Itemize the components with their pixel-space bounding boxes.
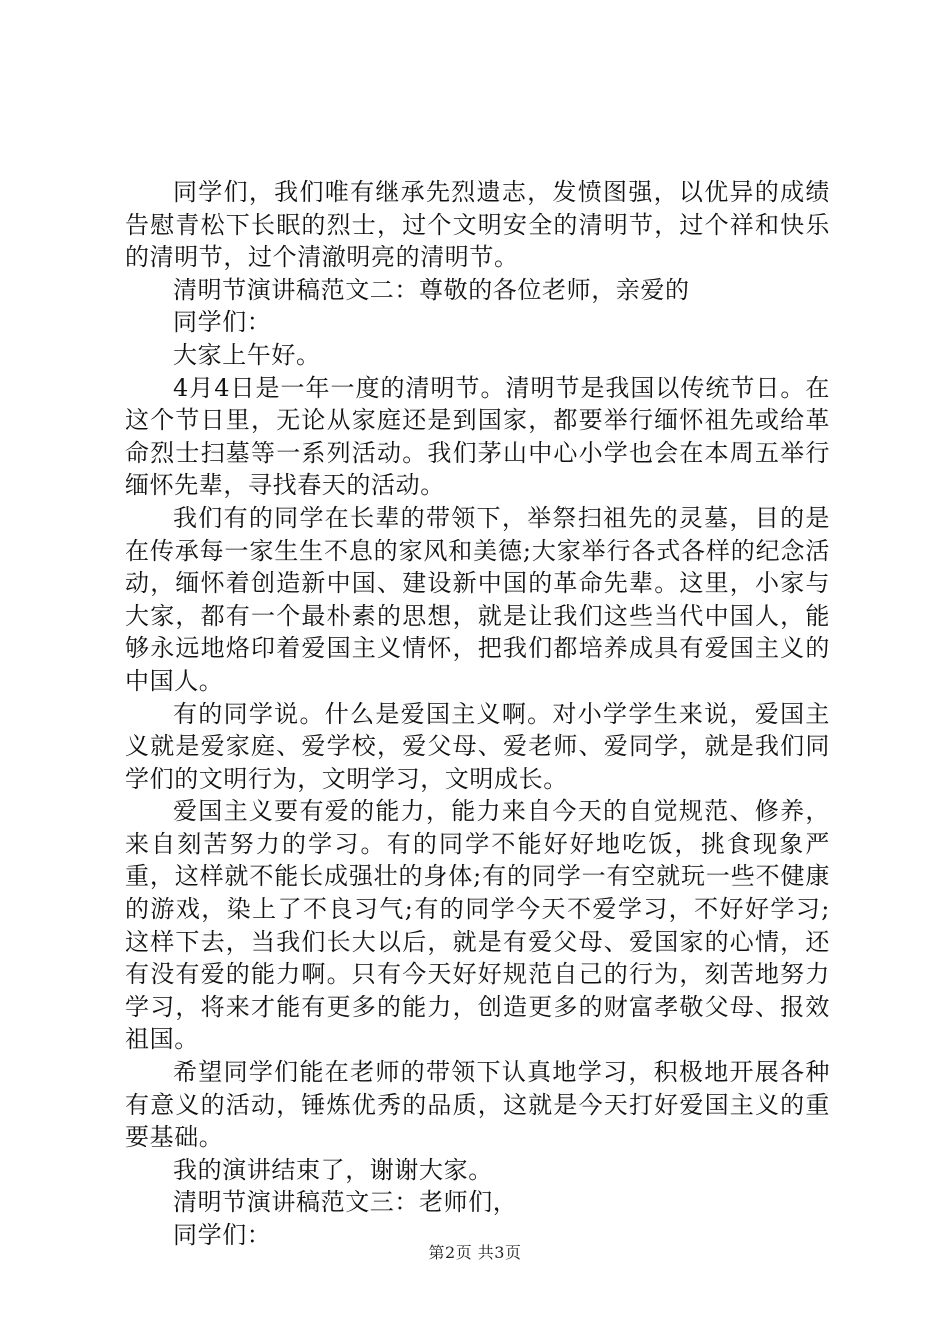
paragraph-salutation-students-2: 同学们： [173,1221,272,1249]
document-body [125,176,830,1252]
paragraph-closing-first-speech: 同学们，我们唯有继承先烈遗志，发愤图强，以优异的成绩告慰青松下长眠的烈士，过个文明安全的清明节，过个祥和快乐的清明节，过个清澈明亮的清明节。 [125,178,830,272]
paragraph-greeting: 大家上午好。 [173,340,321,369]
paragraph-patriotism-definition: 有的同学说。什么是爱国主义啊。对小学学生来说，爱国主义就是爱家庭、爱学校，爱父母、爱老师、爱同学，就是我们同学们的文明行为，文明学习，文明成长。 [125,699,830,793]
paragraph-ability-to-love: 爱国主义要有爱的能力，能力来自今天的自觉规范、修养，来自刻苦努力的学习。有的同学不能好好地吃饭，挑食现象严重，这样就不能长成强壮的身体;有的同学一有空就玩一些不健康的游戏，染上了不良习气;有的同学今天不爱学习，不好好学习;这样下去，当我们长大以后，就是有爱父母、爱国家的心情，还有没有爱的能力啊。只有今天好好规范自己的行为，刻苦地努力学习，将来才能有更多的能力，创造更多的财富孝敬父母、报效祖国。 [125,797,830,1054]
page-number-footer: 第2页 共3页 [428,1243,522,1262]
paragraph-hope: 希望同学们能在老师的带领下认真地学习，积极地开展各种有意义的活动，锤炼优秀的品质，这就是今天打好爱国主义的重要基础。 [125,1058,830,1152]
paragraph-speech-three-heading: 清明节演讲稿范文三：老师们， [173,1188,518,1217]
paragraph-speech-end: 我的演讲结束了，谢谢大家。 [173,1155,493,1184]
paragraph-ancestors: 我们有的同学在长辈的带领下，举祭扫祖先的灵墓，目的是在传承每一家生生不息的家风和美德;大家举行各式各样的纪念活动，缅怀着创造新中国、建设新中国的革命先辈。这里，小家与大家，都有一个最朴素的思想，就是让我们这些当代中国人，能够永远地烙印着爱国主义情怀，把我们都培养成具有爱国主义的中国人。 [125,503,830,695]
paragraph-speech-two-heading: 清明节演讲稿范文二：尊敬的各位老师，亲爱的 [173,275,690,304]
paragraph-qingming-date: 4月4日是一年一度的清明节。清明节是我国以传统节日。在这个节日里，无论从家庭还是到国家，都要举行缅怀祖先或给革命烈士扫墓等一系列活动。我们茅山中心小学也会在本周五举行缅怀先辈，寻找春天的活动。 [125,373,830,500]
paragraph-salutation-students: 同学们： [173,308,272,337]
